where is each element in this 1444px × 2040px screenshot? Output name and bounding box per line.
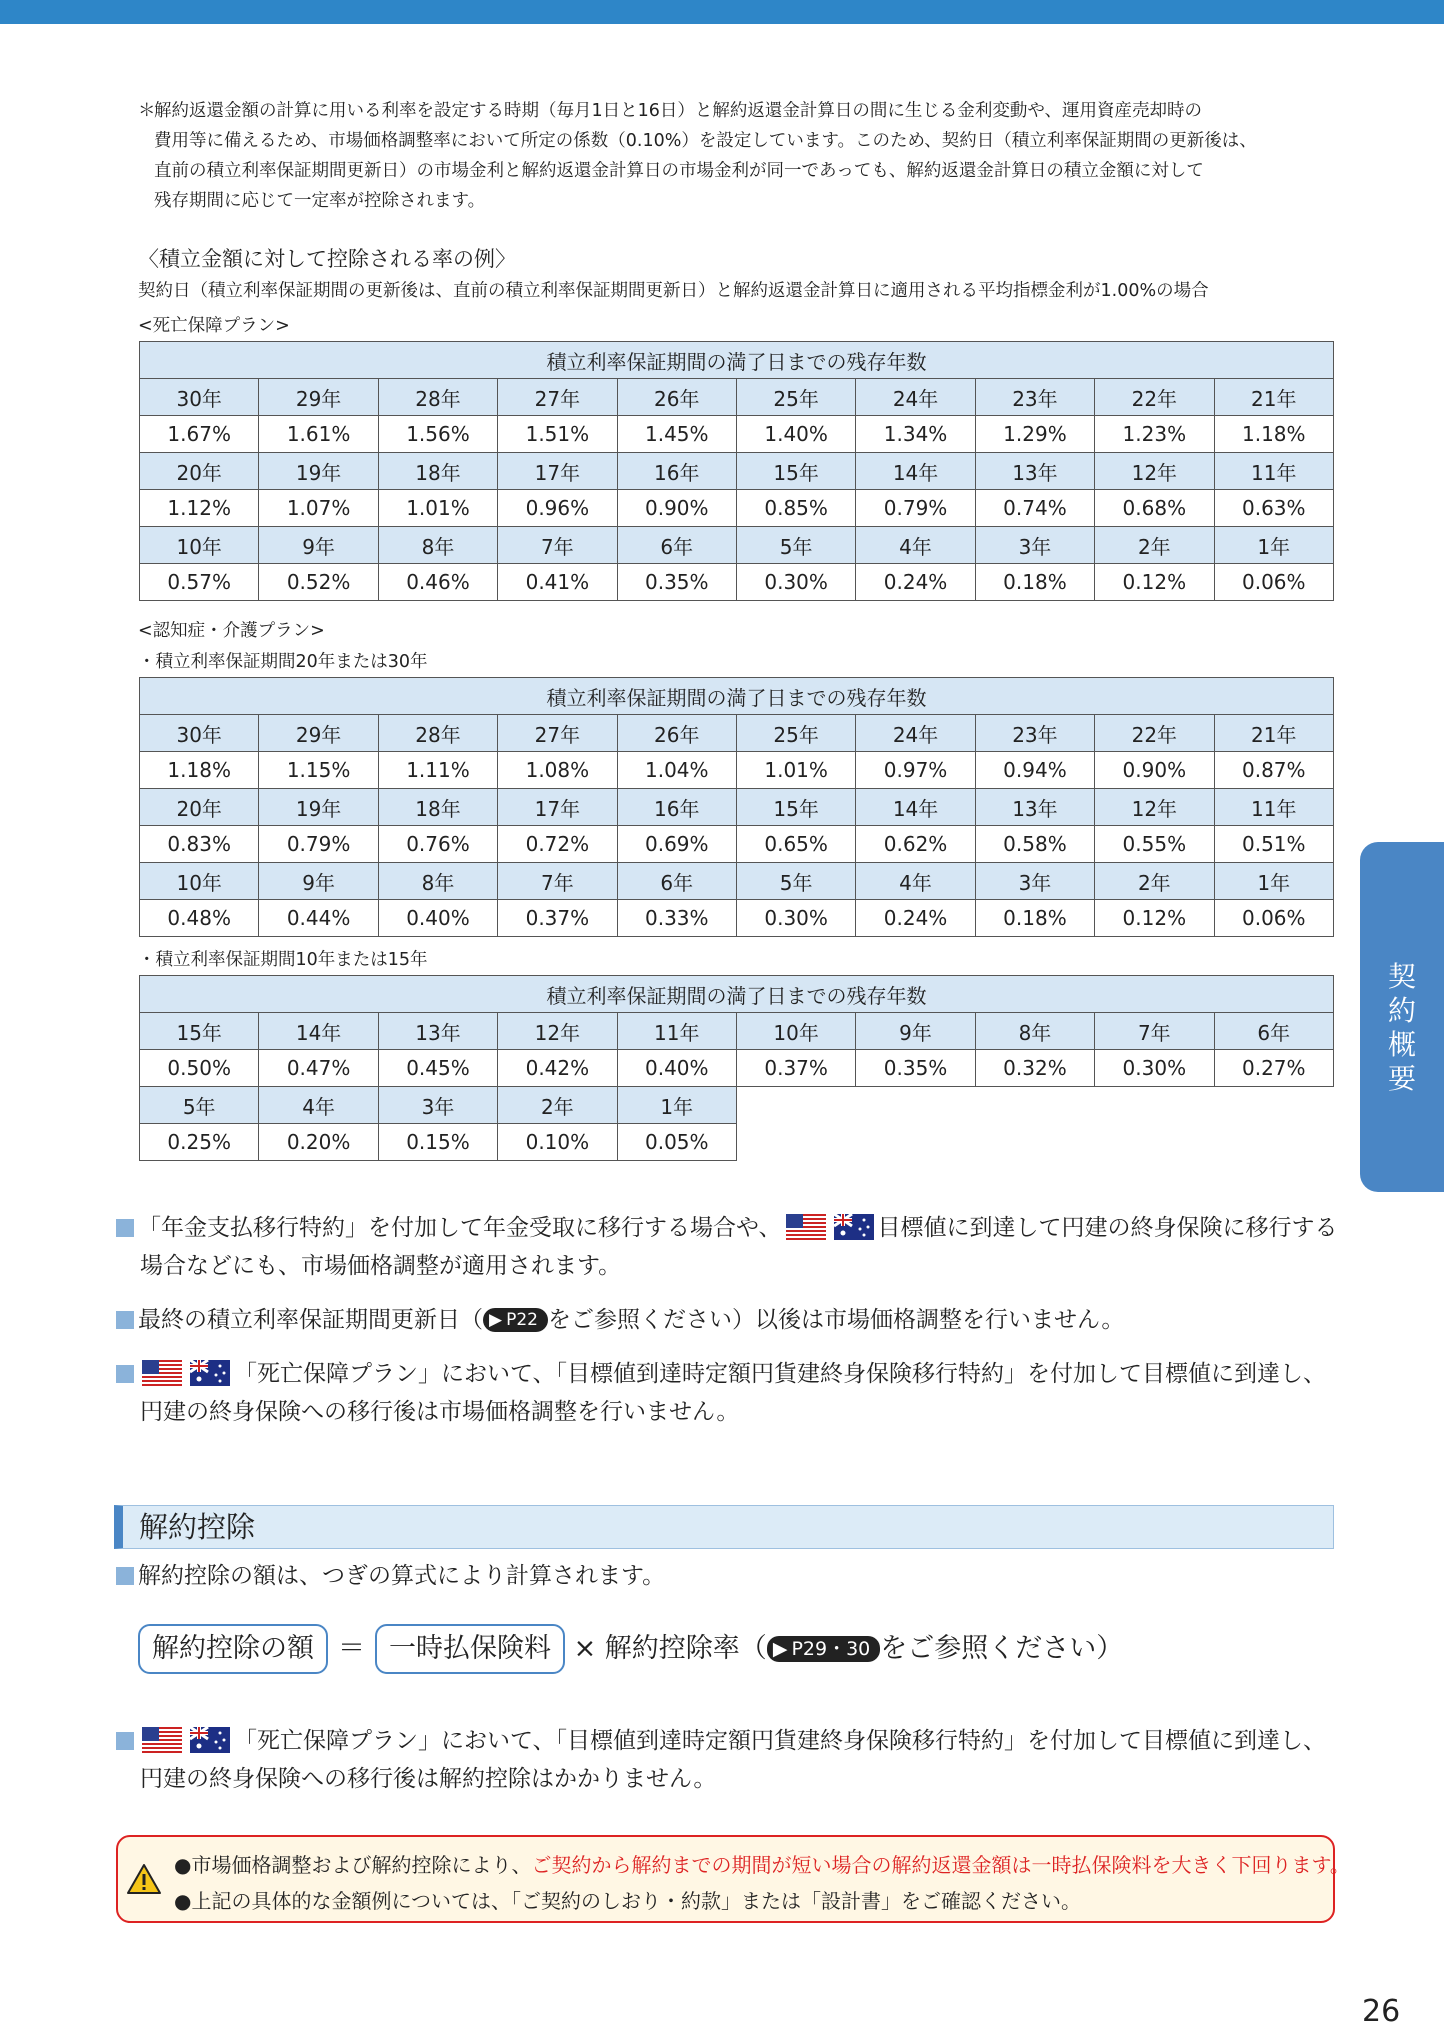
formula-rate-text: × 解約控除率（ (573, 1633, 767, 1664)
us-flag-icon (142, 1727, 182, 1753)
us-flag-icon (786, 1214, 826, 1240)
year-cell: 8年 (378, 863, 497, 900)
year-cell: 7年 (498, 863, 617, 900)
rate-cell: 1.12% (140, 490, 259, 527)
rate-cell: 0.90% (617, 490, 736, 527)
year-cell: 5年 (140, 1087, 259, 1124)
footnote-line: 残存期間に応じて一定率が控除されます。 (154, 191, 486, 211)
rate-cell: 0.40% (378, 900, 497, 937)
rate-cell: 1.34% (856, 416, 975, 453)
year-cell: 29年 (259, 715, 378, 752)
rate-cell: 0.18% (975, 900, 1094, 937)
year-cell: 10年 (736, 1013, 855, 1050)
year-cell: 16年 (617, 789, 736, 826)
year-cell: 14年 (259, 1013, 378, 1050)
table-header: 積立利率保証期間の満了日までの残存年数 (140, 678, 1334, 715)
year-cell: 9年 (856, 1013, 975, 1050)
rate-cell: 0.58% (975, 826, 1094, 863)
rate-cell: 0.33% (617, 900, 736, 937)
year-cell: 16年 (617, 453, 736, 490)
rate-cell: 1.08% (498, 752, 617, 789)
empty-cell (856, 1087, 975, 1124)
bullet-annuity: 「年金支払移行特約」を付加して年金受取に移行する場合や、 目標値に到達して円建の終身保険に移行する 場合などにも、市場価格調整が適用されます。 (116, 1209, 1346, 1285)
year-cell: 30年 (140, 715, 259, 752)
year-cell: 15年 (736, 453, 855, 490)
table-header: 積立利率保証期間の満了日までの残存年数 (140, 342, 1334, 379)
rate-cell: 0.46% (378, 564, 497, 601)
rate-cell: 0.24% (856, 900, 975, 937)
rate-cell: 0.24% (856, 564, 975, 601)
empty-cell (736, 1087, 855, 1124)
year-cell: 4年 (856, 863, 975, 900)
rate-cell: 0.69% (617, 826, 736, 863)
year-cell: 24年 (856, 379, 975, 416)
rate-cell: 0.76% (378, 826, 497, 863)
year-cell: 1年 (1214, 863, 1333, 900)
year-cell: 12年 (498, 1013, 617, 1050)
rate-cell: 0.20% (259, 1124, 378, 1161)
year-cell: 11年 (1214, 453, 1333, 490)
rate-cell: 0.90% (1095, 752, 1214, 789)
formula-premium: 一時払保険料 (375, 1624, 565, 1674)
rate-table-dementia-20-30 (139, 677, 1334, 937)
year-cell: 19年 (259, 789, 378, 826)
year-cell: 12年 (1095, 789, 1214, 826)
footnote-line: 直前の積立利率保証期間更新日）の市場金利と解約返還金計算日の市場金利が同一であっても、解約返還金計算日の積立金額に対して (154, 161, 1204, 181)
rate-cell: 0.40% (617, 1050, 736, 1087)
year-cell: 30年 (140, 379, 259, 416)
rate-cell: 0.10% (498, 1124, 617, 1161)
year-cell: 27年 (498, 379, 617, 416)
year-cell: 6年 (617, 527, 736, 564)
year-cell: 11年 (617, 1013, 736, 1050)
year-cell: 21年 (1214, 379, 1333, 416)
example-title: 〈積立金額に対して控除される率の例〉 (138, 247, 516, 271)
rate-cell: 0.79% (856, 490, 975, 527)
top-color-bar (0, 0, 1444, 24)
year-cell: 6年 (617, 863, 736, 900)
page-number: 26 (1362, 1994, 1401, 2029)
warning-box (116, 1835, 1350, 1923)
formula-rate-tail: をご参照ください） (880, 1633, 1124, 1664)
bullet-no-deduction: 「死亡保障プラン」において、「目標値到達時定額円貨建終身保険移行特約」を付加して目標値に到達し、 円建の終身保険への移行後は解約控除はかかりません。 (116, 1722, 1346, 1798)
year-cell: 26年 (617, 715, 736, 752)
year-cell: 18年 (378, 789, 497, 826)
year-cell: 28年 (378, 379, 497, 416)
year-cell: 5年 (736, 863, 855, 900)
year-cell: 20年 (140, 453, 259, 490)
rate-cell: 1.45% (617, 416, 736, 453)
table-header: 積立利率保証期間の満了日までの残存年数 (140, 976, 1334, 1013)
year-cell: 8年 (378, 527, 497, 564)
au-flag-icon (190, 1727, 230, 1753)
rate-cell: 0.06% (1214, 900, 1333, 937)
rate-cell: 1.04% (617, 752, 736, 789)
rate-cell: 0.87% (1214, 752, 1333, 789)
au-flag-icon (190, 1360, 230, 1386)
year-cell: 5年 (736, 527, 855, 564)
rate-cell: 0.37% (736, 1050, 855, 1087)
warning-icon (126, 1863, 162, 1895)
rate-cell: 1.29% (975, 416, 1094, 453)
warning-emphasis: ご契約から解約までの期間が短い場合の解約返還金額は一時払保険料を大きく下回ります。 (531, 1853, 1350, 1877)
square-bullet-icon (116, 1311, 134, 1329)
rate-cell: 0.30% (736, 564, 855, 601)
rate-cell: 1.56% (378, 416, 497, 453)
year-cell: 3年 (378, 1087, 497, 1124)
cancellation-formula (138, 1624, 1123, 1678)
year-cell: 2年 (1095, 863, 1214, 900)
period-10-15-label: ・積立利率保証期間10年または15年 (138, 950, 428, 970)
rate-cell: 1.67% (140, 416, 259, 453)
rate-cell: 1.23% (1095, 416, 1214, 453)
cancellation-intro: 解約控除の額は、つぎの算式により計算されます。 (116, 1557, 1346, 1595)
year-cell: 27年 (498, 715, 617, 752)
rate-cell: 0.12% (1095, 900, 1214, 937)
year-cell: 14年 (856, 453, 975, 490)
year-cell: 2年 (1095, 527, 1214, 564)
warning-line-2: ●上記の具体的な金額例については、「ご契約のしおり・約款」または「設計書」をご確認ください。 (174, 1889, 1082, 1913)
rate-cell: 0.57% (140, 564, 259, 601)
rate-cell: 0.05% (617, 1124, 736, 1161)
year-cell: 9年 (259, 527, 378, 564)
plan-dementia-label: <認知症・介護プラン> (138, 621, 325, 641)
year-cell: 14年 (856, 789, 975, 826)
side-tab-label: 契約概要 (1387, 960, 1416, 1095)
asterisk: ＊ (138, 101, 156, 121)
rate-cell: 1.18% (1214, 416, 1333, 453)
rate-cell: 0.32% (975, 1050, 1094, 1087)
rate-cell: 1.01% (378, 490, 497, 527)
rate-cell: 0.52% (259, 564, 378, 601)
year-cell: 18年 (378, 453, 497, 490)
year-cell: 10年 (140, 863, 259, 900)
square-bullet-icon (116, 1732, 134, 1750)
formula-deduction-amount: 解約控除の額 (138, 1624, 328, 1674)
rate-cell: 0.06% (1214, 564, 1333, 601)
year-cell: 2年 (498, 1087, 617, 1124)
rate-cell: 0.30% (1095, 1050, 1214, 1087)
plan-death-label: <死亡保障プラン> (138, 316, 290, 336)
example-condition: 契約日（積立利率保証期間の更新後は、直前の積立利率保証期間更新日）と解約返還金計算日に適用される平均指標金利が1.00%の場合 (138, 281, 1209, 301)
rate-cell: 0.18% (975, 564, 1094, 601)
empty-cell (1095, 1087, 1214, 1124)
square-bullet-icon (116, 1567, 134, 1585)
year-cell: 23年 (975, 379, 1094, 416)
rate-cell: 0.51% (1214, 826, 1333, 863)
play-icon: ▶ (489, 1310, 503, 1330)
rate-cell: 1.51% (498, 416, 617, 453)
year-cell: 7年 (1095, 1013, 1214, 1050)
year-cell: 25年 (736, 715, 855, 752)
year-cell: 22年 (1095, 379, 1214, 416)
rate-cell: 0.12% (1095, 564, 1214, 601)
rate-cell: 0.65% (736, 826, 855, 863)
square-bullet-icon (116, 1365, 134, 1383)
year-cell: 26年 (617, 379, 736, 416)
rate-cell: 0.97% (856, 752, 975, 789)
rate-cell: 1.15% (259, 752, 378, 789)
rate-cell: 1.01% (736, 752, 855, 789)
rate-cell: 0.44% (259, 900, 378, 937)
formula-equals: ＝ (338, 1633, 365, 1664)
year-cell: 1年 (1214, 527, 1333, 564)
rate-cell: 0.55% (1095, 826, 1214, 863)
empty-cell (975, 1124, 1094, 1161)
warning-line-1: ●市場価格調整および解約控除により、ご契約から解約までの期間が短い場合の解約返還金額は一時払保険料を大きく下回ります。 (174, 1853, 1350, 1877)
us-flag-icon (142, 1360, 182, 1386)
rate-cell: 0.25% (140, 1124, 259, 1161)
empty-cell (975, 1087, 1094, 1124)
rate-cell: 0.72% (498, 826, 617, 863)
year-cell: 15年 (736, 789, 855, 826)
footnote-line: 解約返還金額の計算に用いる利率を設定する時期（毎月1日と16日）と解約返還金計算日の間に生じる金利変動や、運用資産売却時の (154, 101, 1203, 121)
year-cell: 13年 (975, 453, 1094, 490)
rate-table-dementia-10-15 (139, 975, 1334, 1161)
rate-cell: 0.15% (378, 1124, 497, 1161)
rate-cell: 0.27% (1214, 1050, 1333, 1087)
rate-table-death (139, 341, 1334, 601)
year-cell: 10年 (140, 527, 259, 564)
rate-cell: 0.96% (498, 490, 617, 527)
year-cell: 13年 (975, 789, 1094, 826)
year-cell: 8年 (975, 1013, 1094, 1050)
rate-cell: 0.35% (856, 1050, 975, 1087)
page-ref-p29-30[interactable]: ▶ P29・30 (767, 1636, 880, 1662)
rate-cell: 0.68% (1095, 490, 1214, 527)
page-ref-p22[interactable]: ▶ P22 (483, 1308, 548, 1332)
rate-cell: 0.62% (856, 826, 975, 863)
year-cell: 23年 (975, 715, 1094, 752)
rate-cell: 0.45% (378, 1050, 497, 1087)
play-icon: ▶ (772, 1638, 788, 1660)
rate-cell: 0.83% (140, 826, 259, 863)
section-heading-cancellation: 解約控除 (114, 1505, 1334, 1549)
year-cell: 29年 (259, 379, 378, 416)
empty-cell (1095, 1124, 1214, 1161)
rate-cell: 0.74% (975, 490, 1094, 527)
year-cell: 7年 (498, 527, 617, 564)
year-cell: 24年 (856, 715, 975, 752)
bullet-last-renewal: 最終の積立利率保証期間更新日（ ▶ P22 をご参照ください）以後は市場価格調整を行いません。 (116, 1301, 1346, 1339)
year-cell: 6年 (1214, 1013, 1333, 1050)
year-cell: 3年 (975, 863, 1094, 900)
au-flag-icon (834, 1214, 874, 1240)
year-cell: 12年 (1095, 453, 1214, 490)
rate-cell: 1.07% (259, 490, 378, 527)
year-cell: 20年 (140, 789, 259, 826)
year-cell: 17年 (498, 453, 617, 490)
year-cell: 28年 (378, 715, 497, 752)
rate-cell: 0.37% (498, 900, 617, 937)
rate-cell: 0.48% (140, 900, 259, 937)
year-cell: 4年 (259, 1087, 378, 1124)
empty-cell (736, 1124, 855, 1161)
bullet-target-transfer: 「死亡保障プラン」において、「目標値到達時定額円貨建終身保険移行特約」を付加して目標値に到達し、 円建の終身保険への移行後は市場価格調整を行いません。 (116, 1355, 1346, 1431)
year-cell: 21年 (1214, 715, 1333, 752)
rate-cell: 1.61% (259, 416, 378, 453)
period-20-30-label: ・積立利率保証期間20年または30年 (138, 652, 428, 672)
rate-cell: 0.41% (498, 564, 617, 601)
empty-cell (1214, 1124, 1333, 1161)
year-cell: 25年 (736, 379, 855, 416)
year-cell: 4年 (856, 527, 975, 564)
year-cell: 3年 (975, 527, 1094, 564)
year-cell: 22年 (1095, 715, 1214, 752)
footnote (138, 96, 1338, 216)
rate-cell: 1.18% (140, 752, 259, 789)
rate-cell: 0.85% (736, 490, 855, 527)
rate-cell: 0.63% (1214, 490, 1333, 527)
footnote-line: 費用等に備えるため、市場価格調整率において所定の係数（0.10%）を設定しています。このため、契約日（積立利率保証期間の更新後は、 (154, 131, 1257, 151)
empty-cell (856, 1124, 975, 1161)
rate-cell: 0.42% (498, 1050, 617, 1087)
side-tab[interactable] (1360, 842, 1444, 1192)
year-cell: 1年 (617, 1087, 736, 1124)
rate-cell: 0.94% (975, 752, 1094, 789)
year-cell: 19年 (259, 453, 378, 490)
rate-cell: 0.35% (617, 564, 736, 601)
year-cell: 13年 (378, 1013, 497, 1050)
rate-cell: 0.47% (259, 1050, 378, 1087)
year-cell: 9年 (259, 863, 378, 900)
square-bullet-icon (116, 1219, 134, 1237)
rate-cell: 1.40% (736, 416, 855, 453)
rate-cell: 0.50% (140, 1050, 259, 1087)
year-cell: 17年 (498, 789, 617, 826)
year-cell: 15年 (140, 1013, 259, 1050)
rate-cell: 0.30% (736, 900, 855, 937)
empty-cell (1214, 1087, 1333, 1124)
rate-cell: 1.11% (378, 752, 497, 789)
year-cell: 11年 (1214, 789, 1333, 826)
rate-cell: 0.79% (259, 826, 378, 863)
